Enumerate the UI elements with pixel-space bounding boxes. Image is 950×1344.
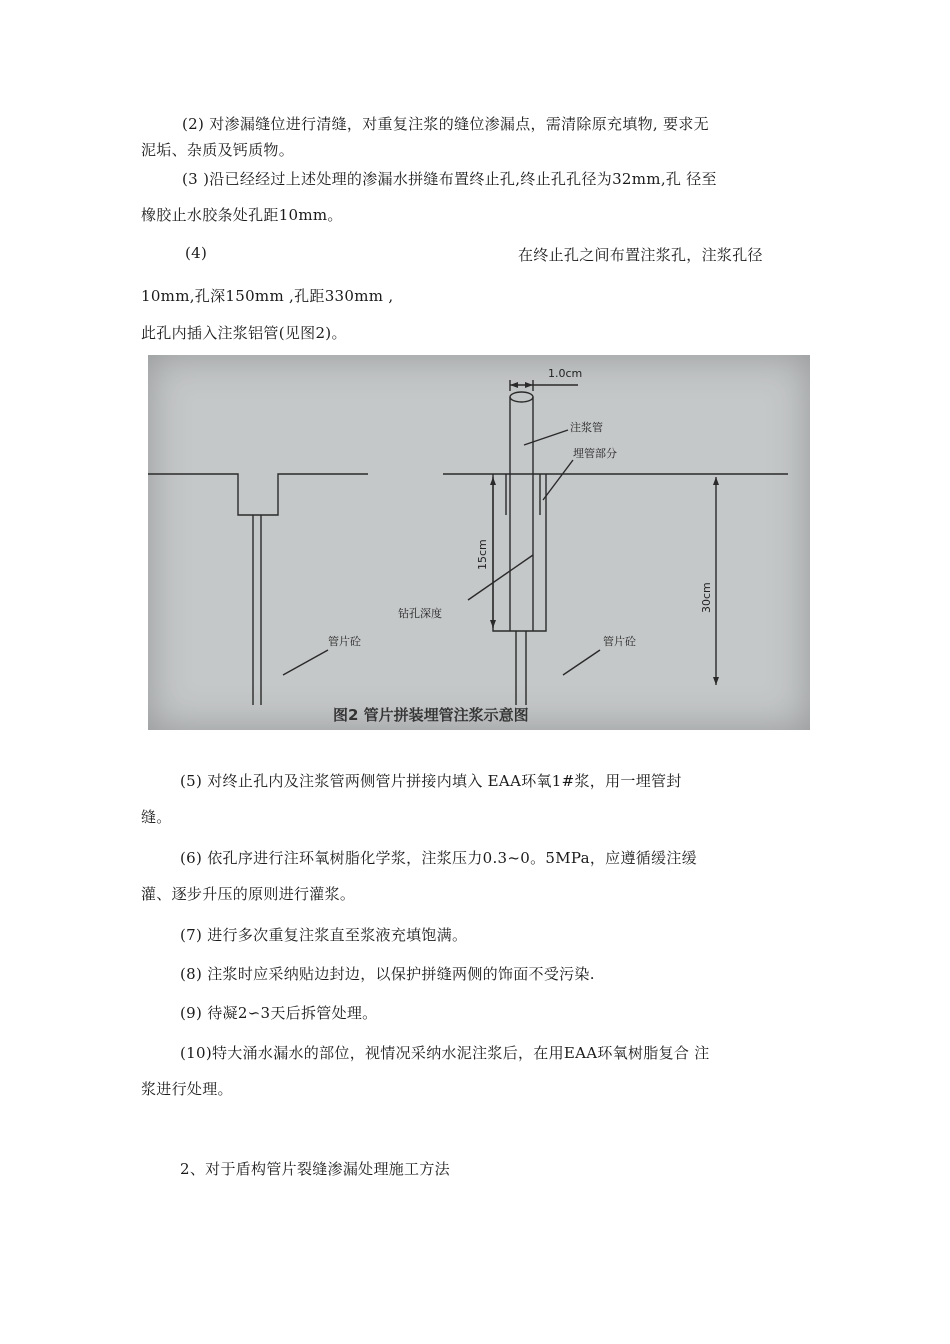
depth15-arrow-top bbox=[490, 477, 496, 485]
buried-part-label: 埋管部分 bbox=[573, 447, 617, 460]
paragraph-5-line-2: 缝。 bbox=[141, 808, 172, 826]
pipe-grouting-diagram bbox=[148, 355, 810, 730]
depth30-arrow-bottom bbox=[713, 677, 719, 685]
paragraph-6-line-2: 灌、逐步升压的原则进行灌浆。 bbox=[141, 885, 356, 903]
drill-hole-outline bbox=[493, 474, 546, 631]
right-concrete-label: 管片砼 bbox=[603, 635, 636, 648]
paragraph-10-line-1: (10)特大涌水漏水的部位，视情况采纳水泥注浆后，在用EAA环氧树脂复合 注 bbox=[180, 1044, 710, 1062]
width-arrow-right bbox=[525, 382, 533, 388]
left-concrete-label: 管片砼 bbox=[328, 635, 361, 648]
width-label: 1.0cm bbox=[548, 367, 583, 380]
paragraph-4-line-3: 此孔内插入注浆铝管(见图2)。 bbox=[141, 324, 347, 342]
pipe-top-ellipse bbox=[510, 392, 533, 402]
paragraph-6-line-1: (6) 依孔序进行注环氧树脂化学浆，注浆压力0.3~0。5MPa，应遵循缓注缓 bbox=[180, 849, 697, 867]
depth15-label: 15cm bbox=[476, 539, 489, 570]
section-2-heading: 2、对于盾构管片裂缝渗漏处理施工方法 bbox=[180, 1160, 450, 1178]
depth15-arrow-bottom bbox=[490, 620, 496, 628]
figure-caption: 图2 管片拼装埋管注浆示意图 bbox=[333, 706, 529, 724]
paragraph-10-line-2: 浆进行处理。 bbox=[141, 1080, 233, 1098]
pipe-leader bbox=[524, 430, 568, 445]
paragraph-4-text: 在终止孔之间布置注浆孔，注浆孔径 bbox=[518, 246, 763, 264]
pipe-label: 注浆管 bbox=[570, 421, 603, 434]
width-arrow-left bbox=[510, 382, 518, 388]
depth30-label: 30cm bbox=[700, 582, 713, 613]
drill-depth-label: 钻孔深度 bbox=[398, 607, 442, 620]
buried-leader bbox=[543, 460, 573, 500]
paragraph-2-line-2: 泥垢、杂质及钙质物。 bbox=[141, 141, 295, 159]
paragraph-9: (9) 待凝2∽3天后拆管处理。 bbox=[180, 1004, 378, 1022]
right-concrete-leader bbox=[563, 650, 600, 675]
left-concrete-leader bbox=[283, 650, 328, 675]
paragraph-8: (8) 注浆时应采纳贴边封边，以保护拼缝两侧的饰面不受污染. bbox=[180, 965, 595, 983]
paragraph-3-line-1: (3 )沿已经经过上述处理的渗漏水拼缝布置终止孔,终止孔孔径为32mm,孔 径至 bbox=[182, 170, 717, 188]
paragraph-7: (7) 进行多次重复注浆直至浆液充填饱满。 bbox=[180, 926, 468, 944]
depth30-arrow-top bbox=[713, 477, 719, 485]
left-segment-outline bbox=[148, 474, 368, 515]
figure-2-diagram bbox=[148, 355, 810, 730]
paragraph-4-number: (4) bbox=[185, 244, 208, 262]
paragraph-5-line-1: (5) 对终止孔内及注浆管两侧管片拼接内填入 EAA环氧1#浆，用一埋管封 bbox=[180, 772, 682, 790]
paragraph-3-line-2: 橡胶止水胶条处孔距10mm。 bbox=[141, 206, 343, 224]
paragraph-4-line-2: 10mm,孔深150mm ,孔距330mm , bbox=[141, 287, 394, 305]
paragraph-2-line-1: (2) 对渗漏缝位进行清缝，对重复注浆的缝位渗漏点，需清除原充填物, 要求无 bbox=[182, 115, 709, 133]
